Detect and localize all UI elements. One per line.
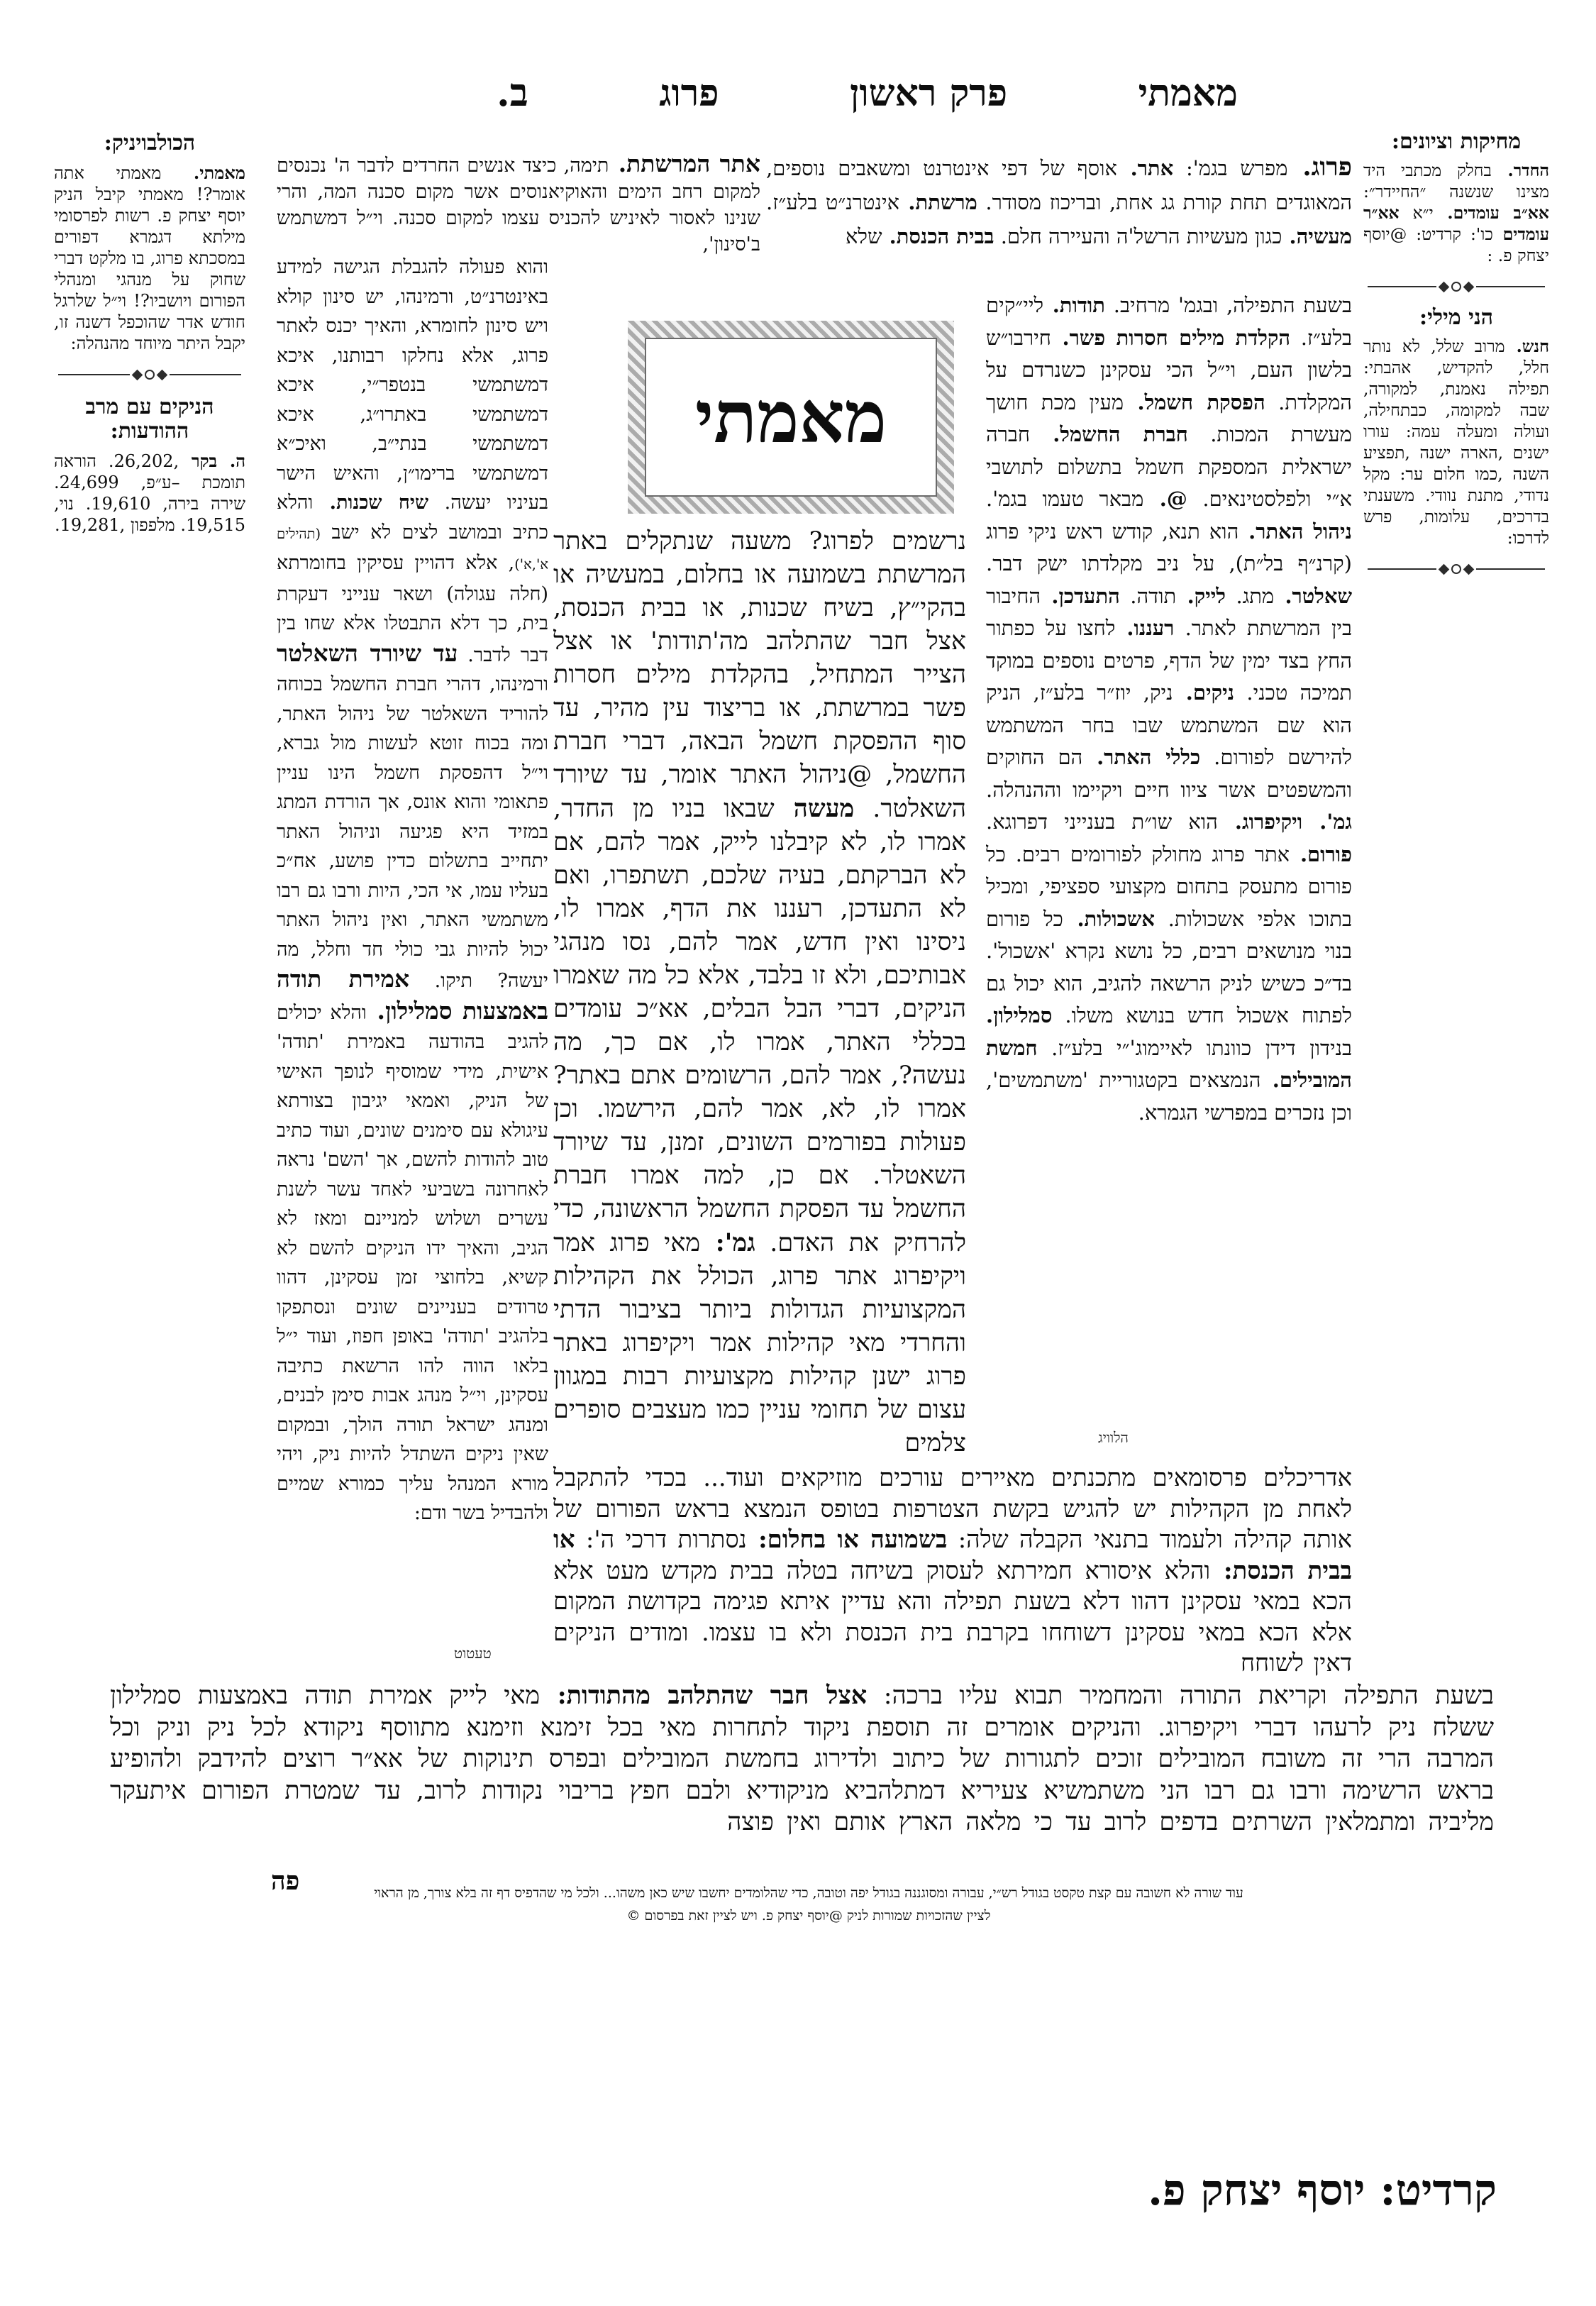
rashi-top-block: פרוג. מפרש בגמ': אתר. אוסף של דפי אינטרנט ומשאבים נוספים, המאוגדים תחת קורת גג אחת, ובריכוז מסודר. מרשתת. אינטרנ״ט בלע״ז. מעשיה. כגון מעשיות הרשל'ה והעיירה חלם. בבית הכנסת. שלא [766, 153, 1352, 248]
kolboinik-title: הכולבויניק: [104, 131, 196, 155]
header-daf-number: ב. [497, 70, 528, 115]
gemara-full-block: בשעת התפילה וקריאת התורה והמחמיר תבוא עליו ברכה: אצל חבר שהתלהב מהתודות: מאי לייק אמירת תודה באמצעות סמלילון ששלח ניק לרעהו דברי ויקיפרוג. והניקים אומרים זה תוספת ניקוד לתחרות מאי בכל זימנא וזימנא מתווסף ניקודא לכל ניק וניק וכל המרבה הרי זה משובח המובילים זוכים לתגורות של כיתוב ולדירוג בחמשת המובילים ובפרס תינוקות של אא״ר רוצים להידבק ולהופיע בראש הרשימה ורבו גם רבו הני משתמשיא צעיריא דמתלהביא מניקודיא ולבם חפץ בריבוי נקודות לרוב, עד שמטרת הפורום איתעקר מליביה ומתמלאין השרתים בדפים לרוב עד כי מלאה הארץ אותם ואין פוצה [110, 1681, 1494, 1836]
left-margin-column [54, 131, 245, 536]
footnote-line-1: עוד שורה לא חשובה עם קצת טקסט בגודל רש״י, עבורה ומסוגננה בגודל יפה וטובה, כדי שהלומדים יחשבו שיש כאן משהו... ולכל מי שהדפיס דף זה בלא צורך, מן הראוי [374, 1885, 1243, 1901]
rashi-catchword: הלוויג [1098, 1429, 1129, 1446]
ornament-circle [1451, 282, 1461, 292]
hanei-milei-title: הני מילי: [1419, 305, 1493, 330]
ornament-divider [1368, 564, 1545, 574]
emendations-title: מחיקות וציונים: [1391, 129, 1522, 154]
gemara-pe-word: פה [271, 1866, 300, 1896]
footnotes [255, 1882, 1362, 1927]
ornament-diamond [1463, 563, 1475, 575]
gemara-narrow-column: נרשמים לפרוג? משעה שנתקלים באתר המרשתת בשמועה או בחלום, במעשיה או בהקי״ץ, בשיח שכנות, או בבית הכנסת, אצל חבר שהתלהב מה'תודות' או אצל הצייר המתחיל, בהקלדת מילים חסרות פשר במרשתת, או בריצוד עין מהיר, עד סוף ההפסקת חשמל הבאה, דברי חברת החשמל, @ניהול האתר אומר, עד שיורד השאלטר. מעשה שבאו בניו מן החדר, אמרו לו, לא קיבלנו לייק, אמר להם, אם לא הברקתם, בעיה שלכם, תשתפרו, ואם לא התעדכן, רעננו את הדף, אמרו לו, ניסינו ואין חדש, אמר להם, נסו מנהגי אבותיכם, ולא זו בלבד, אלא כל מה שאמרו הניקים, דברי הבל הבלים, אא״כ עומדים בכללי האתר, אמרו לו, אם כך, מה נעשה?, אמר להם, הרשומים אתם באתר? אמרו לו, לא, אמר להם, הירשמו. וכן פעולות בפורמים השונים, זמנן, עד שיורד השאטלר. אם כן, למה אמרו חברת החשמל עד הפסקת החשמל הראשונה, כדי להרחיק את האדם. גמ': מאי פרוג אמר ויקיפרוג אתר פרוג, הכולל את הקהילות המקצועיות הגדולות ביותר בציבור הדתי והחרדי מאי קהילות אמר ויקיפרוג באתר פרוג ישנן קהילות מקצועיות רבות במגוון עצום של תחומי עניין כמו מעצבים סופרים צלמים [553, 527, 966, 1457]
ornament-circle [145, 370, 155, 380]
ornament-divider [58, 370, 241, 380]
ornament-diamond [1439, 563, 1450, 575]
gemara-title: מאמתי [695, 375, 887, 459]
rashi-strip: בשעת התפילה, ובגמ' מרחיב. תודות. ליי״קים בלע״ז. הקלדת מילים חסרות פשר. חירבו״ש בלשון העם, וי״ל הכי עסקינן כשנרדם על המקלדת. הפסקת חשמל. מעין מכת חושך מעשרת המכות. חברת החשמל. חברה ישראלית המספקת חשמל בתשלום לתושבי א״י ולפלסטינאים. @. מבאר טעמו בגמ'. ניהול האתר. הוא תנא, קודש ראש ניקי פרוג (קרנ״ף בל״ת), על ניב מקלדתו ישק דבר. שאלטר. מתג. לייק. תודה. התעדכן. החיבור בין המרשתת לאתר. רעננו. לחצו על כפתור החץ בצד ימין של הדף, פרטים נוספים במוקד תמיכה טכני. ניקים. ניק, יוז״ר בלע״ז, הניק הוא שם המשתמש שבו בחר המשתמש להירשם לפורום. כללי האתר. הם החוקים והמשפטים אשר ציוו חיים ויקיימו וההנהלה. גמ'. ויקיפרוג. הוא שו״ת בענייני דפרוגא. פורום. אתר פרוג מחולק לפורומים רבים. כל פורום מתעסק בתחום מקצועי ספציפי, ומכיל בתוכו אלפי אשכולות. אשכולות. כל פורום בנוי מנושאים רבים, כל נושא נקרא 'אשכול'. בד״כ כשיש לניק הרשאה להגיב, הוא יכול גם לפתוח אשכול חדש בנושא משלו. סמלילון. בנידון דידן כוונתו לאיימוג'״י בלע״ז. חמשת המובילים. הנמצאים בקטגוריית 'משתמשים', וכן נזכרים במפרשי הגמרא. [986, 293, 1352, 1125]
hanei-milei-text: חנש. מרוב שלל, לא נותר חלל, להקדיש, אהבתי: תפילה נאמנת, למקורה, שבה למקומה, כבתחילה, ועולה ומעלה עמה: עורו ישנים ,הארה ישנה ,תפציע השנה ,כמו חלום ער: מקל נדודי, מתנת נוודי. משענתי בדרכים, עלומות, פרש לדרכו: [1363, 336, 1549, 548]
gemara-title-box-inner [645, 338, 937, 497]
header-perek: פרק ראשון [850, 72, 1008, 115]
tosafot-strip: והוא פעולה להגבלת הגישה למידע באינטרנ״ט, ורמינהו, יש סינון קולא ויש סינון לחומרא, והאיך יכנס לאתר פרוג, אלא נחלקו רבותנו, איכא דמשתמשי בנטפר״י, איכא דמשתמשי באתרו״ג, איכא דמשתמשי בנתי״ב, ואיכ״א דמשתמשי ברימו״ן, והאיש הישר בעיניו יעשה. שיח שכנות. והלא כתיב ובמושב לצים לא ישב (תהילים א',א'), אלא דהויין עסיקין בחומרתא (חלה עגולה) ושאר ענייני דעקרת בית, כך דלא התבטלו אלא שחו בין דבר לדבר. עד שיורד השאלטר ורמינהו, דהרי חברת החשמל בכוחה להוריד השאלטר של ניהול האתר, ומה בכוח זוטא לעשות מול גברא, וי״ל דהפסקת חשמל הינו עניין פתאומי והוא אונס, אך הורדת המתג במזיד היא פגיעה וניהול האתר יתחייב בתשלום כדין פושע, אח״כ בעליו עמו, אי הכי, היות ורבו גם רבו משתמשי האתר, ואין ניהול האתר יכול להיות גבי כולי חד וחלל, מה יעשה? תיקו. אמירת תודה באמצעות סמלילון. והלא יכולים להגיב בהודעה באמירת 'תודה' אישית, מידי שמוסיף לנופך האישי של הניק, ואמאי יגיבון בצורתא עיגולא עם סימנים שונים, ועוד כתיב טוב להודות להשם, אך 'השם' נראה לאחרונה בשביעי לאחד עשר לשנת עשרים ושלוש למניינם ומאז לא הגיב, והאיך ידו הניקים להשם לא קשיא, בלחוצי זמן עסקינן, דהוו טרודים בעניינים שונים ונסתפקו בלהגיב 'תודה' באופן חפוז, ועוד י״ל בלאו הווה להו הרשאת כתיבה עסקינן, וי״ל מנהג אבות סימן לבנים, ומנהג ישראל תורה הולך, ובמקום שאין ניקים השתדל להיות ניק, ויהי מורא המנהל עליך כמורא שמיים ולהבדיל בשר ודם: [277, 256, 548, 1524]
ornament-diamond [132, 369, 143, 380]
credit-line: קרדיט: יוסף יצחק פ. [1148, 2166, 1497, 2215]
emendations-text: החדר. בחלק מכתבי היד מצינו שנשנה ״החיידר״: אא״ב עומדים. י״א אא״ר עומדים כו': קרדיט: @יוסף יצחק פ. : [1363, 160, 1549, 265]
ornament-diamond [1439, 281, 1450, 292]
gemara-wide-block: אדריכלים פרסומאים מתכנתים מאיירים עורכים מוזיקאים ועוד... בכדי להתקבל לאחת מן הקהילות יש להגיש בקשת הצטרפות בטופס הנמצא בראש הפורום של אותה קהילה ולעמוד בתנאי הקבלה שלה: בשמועה או בחלום: נסתרות דרכי ה': או בבית הכנסת: והלא איסורא חמירתא לעסוק בשיחה בטלה בבית מקדש מעט אלא הכא במאי עסקינן דהוו דלא בשעת תפילה והא עדיין איתא פגימה בקדושת המקום אלא הכא במאי עסקינן דשוחחו בקרבת בית הכנסת ולא בו עצמו. ומודים הניקים דאין לשוחח [553, 1464, 1352, 1676]
header-tractate: פרוג [659, 72, 719, 115]
tosafot-catchword: טעטוט [454, 1645, 492, 1662]
kolboinik-text: מאמתי. מאמתי אתה אומר?! מאמתי קיבל הניק יוסף יצחק פ. רשות לפרסומי מילתא דגמרא דפורים במסכתא פרוג, בו מלקט דברי שחוק על מנהגי ומנהלי הפורום ויושביו?! וי״ל שלרגל חודש אדר שהוכפל דשנה זו, יקבל היתר מיוחד מהנהלה: [54, 162, 245, 353]
top-posters-text: ה. בקר ,26,202. הוראה תומכת –ע״פ, 24,699. שירה בירה, 19,610. נוי, 19,515. מלפפון ,19,281. [54, 451, 246, 535]
header-masechet: מאמתי [1138, 72, 1238, 115]
right-margin-column [1363, 131, 1549, 590]
ornament-diamond [1463, 281, 1475, 292]
top-posters-title: הניקים עם מרב ההודעות: [85, 395, 214, 443]
gemara-title-box [628, 321, 954, 514]
ornament-divider [1368, 282, 1545, 292]
ornament-diamond [157, 369, 168, 380]
ornament-circle [1451, 564, 1461, 574]
daf-header [497, 70, 1238, 115]
footnote-line-2: לציין שהזכויות שמורות לניק @יוסף יצחק פ. ויש לציין זאת בפרסום © [626, 1908, 991, 1924]
tosafot-top-block: אתר המרשתת. תימה, כיצד אנשים החרדים לדבר ה' נכנסים למקום רחב הימים והאוקיאנוסים אשר מקום סכנה המה, והרי שנינו לאסור לאיניש להכניס עצמו למקום סכנה. וי״ל דמשתמש ב'סינון', [277, 150, 760, 255]
